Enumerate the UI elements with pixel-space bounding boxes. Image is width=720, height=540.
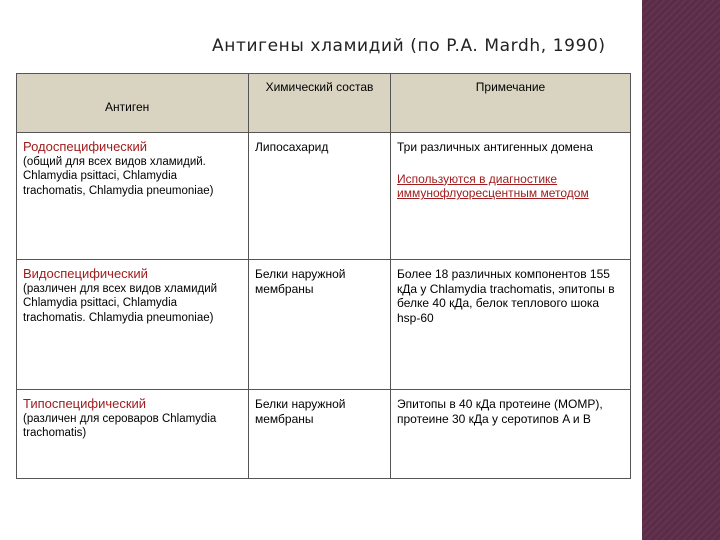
- note-cell: [391, 133, 631, 260]
- composition-text: Белки наружной мембраны: [255, 267, 346, 296]
- antigen-description: (различен для всех видов хламидий Chlamydia psittaci, Chlamydia trachomatis. Chlamydia pneumoniae): [23, 282, 218, 324]
- antigen-name: Типоспецифический: [23, 396, 147, 411]
- table-row: [17, 390, 631, 479]
- antigen-cell: [17, 133, 249, 260]
- composition-text: Белки наружной мембраны: [255, 397, 346, 426]
- slide-title: Антигены хламидий (по P.A. Mardh, 1990): [212, 36, 606, 56]
- header-note-label: Примечание: [475, 80, 546, 94]
- note-text: Три различных антигенных домена: [397, 140, 593, 154]
- header-antigen-label: Антиген: [105, 100, 150, 114]
- note-text: Более 18 различных компонентов 155 кДа у Chlamydia trachomatis, эпитопы в белке 40 кДа, белок теплового шока hsp-60: [397, 267, 615, 325]
- table-header-row: [17, 74, 631, 133]
- antigen-description: (общий для всех видов хламидий. Chlamydia psittaci, Chlamydia trachomatis, Chlamydia pneumoniae): [23, 155, 214, 197]
- antigen-name: Родоспецифический: [23, 139, 148, 154]
- composition-cell: [249, 390, 391, 479]
- header-composition-label: Химический состав: [265, 80, 374, 94]
- composition-cell: [249, 133, 391, 260]
- antigen-name: Видоспецифический: [23, 266, 148, 281]
- decorative-side-panel: [642, 0, 720, 540]
- table-row: [17, 133, 631, 260]
- antigen-description: (различен для сероваров Chlamydia trachomatis): [23, 412, 217, 440]
- composition-text: Липосахарид: [255, 140, 329, 154]
- antigens-table: [16, 73, 631, 479]
- note-cell: [391, 260, 631, 390]
- antigen-cell: [17, 390, 249, 479]
- header-composition: [249, 74, 391, 133]
- table-row: [17, 260, 631, 390]
- header-note: [391, 74, 631, 133]
- note-cell: [391, 390, 631, 479]
- header-antigen: [17, 74, 249, 133]
- diagnostics-link[interactable]: Используются в диагностике иммунофлуоресцентным методом: [397, 171, 589, 201]
- composition-cell: [249, 260, 391, 390]
- note-text: Эпитопы в 40 кДа протеине (MOMP), протеине 30 кДа у серотипов A и B: [397, 397, 603, 426]
- antigen-cell: [17, 260, 249, 390]
